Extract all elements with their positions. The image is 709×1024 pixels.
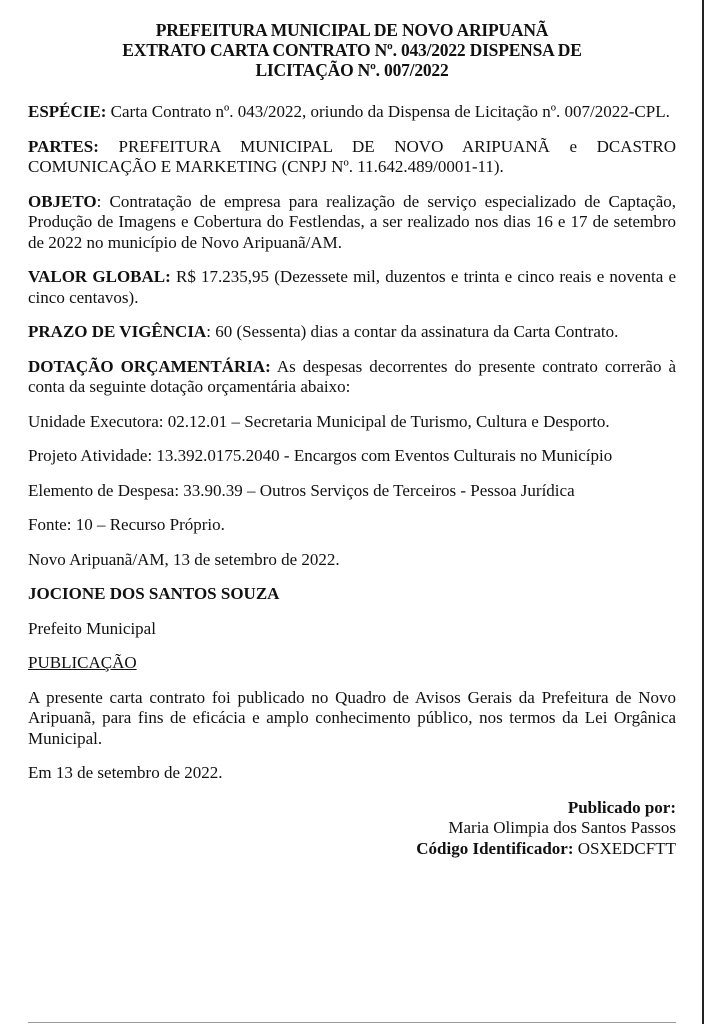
identifier-code-label: Código Identificador: [416, 838, 574, 858]
objeto-label: OBJETO [28, 191, 97, 211]
section-partes [28, 137, 676, 178]
title-line-2: EXTRATO CARTA CONTRATO Nº. 043/2022 DISPENSA DE [122, 40, 582, 60]
section-especie [28, 102, 676, 123]
document-title [28, 20, 676, 80]
publisher-name: Maria Olimpia dos Santos Passos [448, 818, 676, 837]
publicacao-heading: PUBLICAÇÃO [28, 653, 137, 672]
identifier-code [28, 839, 676, 860]
footer-divider [28, 1022, 676, 1023]
partes-text: PREFEITURA MUNICIPAL DE NOVO ARIPUANÃ e DCASTRO COMUNICAÇÃO E MARKETING (CNPJ Nº. 11.642.489/0001-11). [28, 136, 676, 176]
section-valor-global [28, 267, 676, 308]
budget-fonte: Fonte: 10 – Recurso Próprio. [28, 515, 225, 534]
partes-label: PARTES: [28, 136, 99, 156]
publicacao-date: Em 13 de setembro de 2022. [28, 763, 223, 782]
especie-label: ESPÉCIE: [28, 102, 107, 121]
dotacao-text: As despesas decorrentes do presente contrato correrão à conta da seguinte dotação orçamentária abaixo: [28, 356, 677, 396]
page-border-right [702, 0, 704, 1024]
section-objeto [28, 192, 676, 254]
title-line-1: PREFEITURA MUNICIPAL DE NOVO ARIPUANÃ [155, 20, 549, 40]
title-line-3: LICITAÇÃO Nº. 007/2022 [255, 60, 449, 80]
document-page [28, 20, 676, 859]
place-date: Novo Aripuanã/AM, 13 de setembro de 2022. [28, 549, 340, 569]
signatory-name: JOCIONE DOS SANTOS SOUZA [28, 584, 280, 603]
prazo-label: PRAZO DE VIGÊNCIA [28, 322, 207, 341]
section-dotacao [28, 357, 676, 398]
signatory-role: Prefeito Municipal [28, 618, 156, 638]
budget-elemento-despesa: Elemento de Despesa: 33.90.39 – Outros Serviços de Terceiros - Pessoa Jurídica [28, 480, 575, 500]
dotacao-label: DOTAÇÃO ORÇAMENTÁRIA: [28, 356, 271, 376]
valor-label: VALOR GLOBAL: [28, 267, 171, 286]
budget-projeto-atividade: Projeto Atividade: 13.392.0175.2040 - Encargos com Eventos Culturais no Município [28, 446, 613, 465]
published-by-label: Publicado por: [567, 797, 676, 817]
especie-text: Carta Contrato nº. 043/2022, oriundo da Dispensa de Licitação nº. 007/2022-CPL. [106, 102, 670, 121]
objeto-text: : Contratação de empresa para realização de serviço especializado de Captação, Produção de Imagens e Cobertura do Festlendas, a ser realizado nos dias 16 e 17 de setembro de 2022 no município de Novo Aripuanã/AM. [28, 191, 676, 252]
valor-text: R$ 17.235,95 (Dezessete mil, duzentos e trinta e cinco reais e noventa e cinco centavos). [28, 267, 676, 307]
prazo-text: : 60 (Sessenta) dias a contar da assinatura da Carta Contrato. [206, 322, 619, 341]
identifier-code-value: OSXEDCFTT [573, 838, 676, 858]
publicacao-text: A presente carta contrato foi publicado no Quadro de Avisos Gerais da Prefeitura de Novo Aripuanã, para fins de eficácia e amplo conhecimento público, nos termos da Lei Orgânica Municipal. [28, 687, 676, 748]
section-prazo [28, 322, 676, 343]
publication-footer [28, 798, 676, 860]
budget-unidade-executora: Unidade Executora: 02.12.01 – Secretaria Municipal de Turismo, Cultura e Desporto. [28, 411, 610, 431]
